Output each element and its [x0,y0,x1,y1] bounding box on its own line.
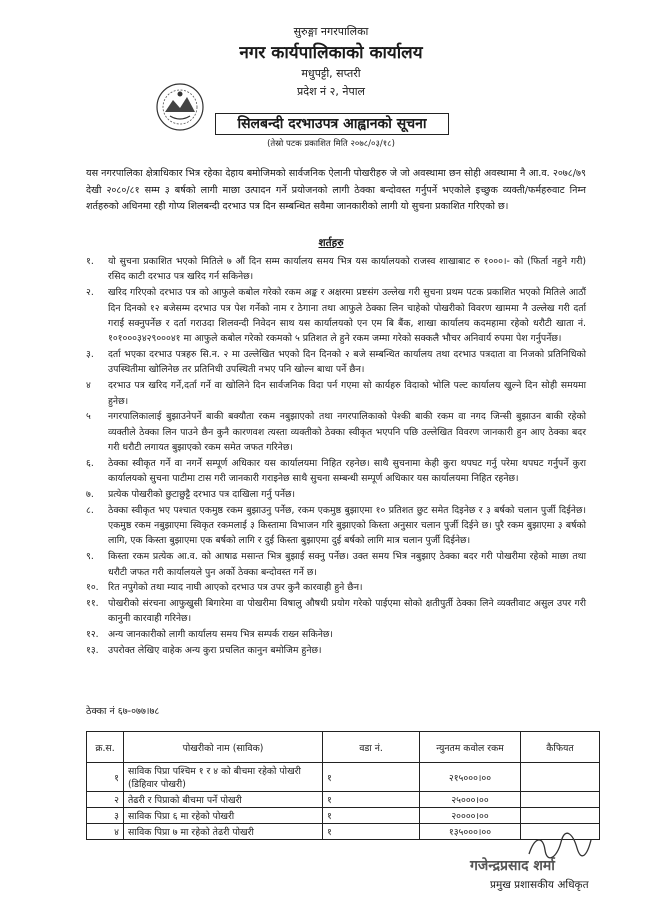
cell-sn: ४ [87,824,124,840]
cell-sn: २ [87,792,124,808]
notice-title: सिलबन्दी दरभाउपत्र आह्वानको सूचना [215,113,449,135]
cell-amount: १३५०००।०० [420,824,521,840]
condition-item: ३. दर्ता भएका दरभाउ पत्रहरु सि.न. २ मा उल्लेखित भएको दिन दिनको २ बजे सम्बन्धित कार्यालय तथा दरभाउ पत्रदाता वा निजको प्रतिनिधिको उपस्थितीमा खोलिनेछ तर प्रतिनिधी उपस्थिती नभए पनि खोल्न बाधा पर्ने छैन। [86,349,586,376]
condition-item: १३. उपरोक्त लेखिए वाहेक अन्य कुरा प्रचलित कानुन बमोजिम हुनेछ। [86,644,322,656]
condition-item: ८. ठेक्का स्वीकृत भए पश्चात एकमुष्ठ रकम बुझाउनु पर्नेछ, रकम एकमुष्ठ बुझाएमा १० प्रतिशत छुट समेत दिइनेछ र ३ बर्षको चलान पुर्जी दिईनेछ। एकमुष्ठ रकम नबुझाएमा स्विकृत रकमलाई ३ किस्तामा विभाजन गरि बुझाएको किस्ता अनुसार चलान पुर्जी दिईने छ। पुरै रकम बुझाएमा ३ बर्षको लागि, एक किस्ता बुझाएमा एक बर्षको लागि र दुई किस्ता बुझाएमा दुई बर्षको लागि मात्र चलान पुर्जी दिईनेछ। [86,504,586,547]
cell-ward: १ [323,763,420,792]
table-row [87,808,600,824]
cell-name: तेढरी र पिप्राको बीचमा पर्ने पोखरी [124,792,323,808]
cell-ward: १ [323,808,420,824]
intro-paragraph: यस नगरपालिका क्षेत्राधिकार भित्र रहेका देहाय बमोजिमको सार्वजनिक ऐलानी पोखरीहरु जे जो अवस्थामा छन सोही अवस्थामा नै आ.व. २०७८/७९ देखी २०८०/८१ सम्म ३ बर्षको लागी माछा उत्पादन गर्ने प्रयोजनको लागी ठेक्का बन्दोवस्त गर्नुपर्ने भएकोले इच्छुक व्यक्ती/फर्महरुवाट निम्न शर्तहरुको अधिनमा रही गोप्य शिलबन्दी दरभाउ पत्र दिन सम्बन्धित सवैमा जानकारीको लागी यो सुचना प्रकाशित गरिएको छ। [86,168,586,213]
table-header-row [87,732,600,763]
condition-item: ११. पोखरीको संरचना आफुखुसी बिगारेमा वा पोखरीमा विषालु औषधी प्रयोग गरेको पाईएमा सोको क्षतीपुर्ती ठेक्का लिने व्यक्तीवाट असुल उपर गरी कानुनी कारवाही गरिनेछ। [86,597,586,625]
contract-number: ठेक्का नं ६७-०७७।७८ [86,706,160,717]
condition-item: १०. रित नपुगेको तथा म्याद नाघी आएको दरभाउ पत्र उपर कुनै कारवाही हुने छैन। [86,582,363,594]
cell-sn: ३ [87,808,124,824]
table-row [87,763,600,792]
signer-name: गजेन्द्रप्रसाद शर्मा [470,858,555,874]
cell-name: साविक पिप्रा पश्चिम १ र ४ को बीचमा रहेको पोखरी (डिहिवार पोखरी) [124,763,323,792]
table-row [87,824,600,840]
col-header-name: पोखरीको नाम (साविक) [124,732,323,763]
cell-name: साविक पिप्रा ६ मा रहेको पोखरी [124,808,323,824]
office-name: नगर कार्यपालिकाको कार्यालय [239,43,423,63]
publication-date: (तेस्रो पटक प्रकाशित मिति २०७८/०३/१८) [267,139,395,149]
cell-ward: १ [323,824,420,840]
condition-item: ७. प्रत्येक पोखरीको छुटाछुट्टै दरभाउ पत्र दाखिला गर्नु पर्नेछ। [86,488,296,500]
cell-remarks [521,808,600,824]
signer-title: प्रमुख प्रशासकीय अधिकृत [490,879,589,891]
cell-sn: १ [87,763,124,792]
conditions-list [86,254,586,658]
condition-item: ६. ठेक्का स्वीकृत गर्ने वा नगर्ने सम्पूर्ण अधिकार यस कार्यालयमा निहित रहनेछ। साथै सुचनामा केही कुरा थपघट गर्नु परेमा थपघट गर्नुपर्ने कुरा कार्यालयको सुचना पाटीमा टास गरी जानकारी गराइनेछ साथै सुचना सम्बन्धी सम्पूर्ण अधिकार यस कार्यालयमा निहित रहनेछ। [86,457,586,485]
condition-item: २. खरिद गरिएको दरभाउ पत्र को आफुले कबोल गरेको रकम अङ्क र अक्षरमा प्रष्टसंग उल्लेख गरी सुचना प्रथम पटक प्रकाशित भएको मितिले आठौं दिन दिनको १२ बजेसम्म दरभाउ पत्र पेश गर्नेको नाम र ठेगाना तथा आफुले ठेक्का लिन चाहेको पोखरीको विवरण खाममा नै उल्लेख गरी दर्ता गराई सक्नुपर्नेछ र दर्ता गराउदा शिलवन्दी निवेदन साथ यस कार्यालयको एन एम बि बैंक, शाखा कार्यालय कदमहामा रहेको धरौटी खाता नं. १०१०००३४२९०००४१ मा आफुले कबोल गरेको रकमको ५ प्रतिशत ले हुने रकम जम्मा गरेको सक्कलै भौचर अनिवार्य रुपमा पेश गर्नुपर्नेछ। [86,287,586,345]
cell-ward: १ [323,792,420,808]
cell-remarks [521,792,600,808]
office-address: मधुपट्टी, सप्तरी [301,67,361,80]
condition-item: १. यो सुचना प्रकाशित भएको मितिले ७ औं दिन सम्म कार्यालय समय भित्र यस कार्यालयको राजस्व शाखाबाट रु १०००।- को (फिर्ता नहुने गरी) रसिद काटी दरभाउ पत्र खरिद गर्न सकिनेछ। [86,256,586,283]
condition-item: ५ नगरपालिकालाई बुझाउनेपर्ने बाकी बक्यौता रकम नबुझाएको तथा नगरपालिकाको पेश्की बाकी रकम वा नगद जिन्सी बुझाउन बाकी रहेको व्यक्तीले ठेक्का लिन पाउने छैन कुनै कारणवश त्यस्ता व्यक्तीको ठेक्का स्वीकृत भएपनि पछि उल्लेखित विवरण जानकारी हुन आए ठेक्का बदर गरी धरौटी लगायत बुझाएको रकम समेत जफत गरिनेछ। [86,411,586,454]
condition-item: १२. अन्य जानकारीको लागी कार्यालय समय भित्र सम्पर्क राख्न सकिनेछ। [86,629,333,641]
ponds-table [86,731,600,840]
cell-amount: २००००।०० [420,808,521,824]
col-header-ward: वडा नं. [323,732,420,763]
cell-amount: २१५०००।०० [420,763,521,792]
municipality-name: सुरुङ्गा नगरपालिका [293,25,369,38]
col-header-amount: न्युनतम कवोल रकम [420,732,521,763]
condition-item: ९. किस्ता रकम प्रत्येक आ.व. को आषाढ मसान्त भित्र बुझाई सक्नु पर्नेछ। उक्त समय भित्र नबुझाए ठेक्का बदर गरी पोखरीमा रहेको माछा तथा धरौटी जफत गरी कार्यालयले पुन अर्को ठेक्का बन्दोवस्त गर्ने छ। [86,551,586,578]
col-header-remarks: कैफियत [521,732,600,763]
conditions-title: शर्तहरु [318,237,344,249]
province: प्रदेश नं २, नेपाल [296,85,366,98]
cell-remarks [521,763,600,792]
condition-item: ४ दरभाउ पत्र खरिद गर्ने,दर्ता गर्ने वा खोलिने दिन सार्वजनिक विदा पर्न गएमा सो कार्यहरु विदाको भोलि पल्ट कार्यालय खुल्ने दिन सोही समयमा हुनेछ। [86,380,587,407]
col-header-sn: क्र.स. [87,732,124,763]
table-row [87,792,600,808]
cell-amount: २५०००।०० [420,792,521,808]
cell-name: साविक पिप्रा ७ मा रहेको तेढरी पोखरी [124,824,323,840]
